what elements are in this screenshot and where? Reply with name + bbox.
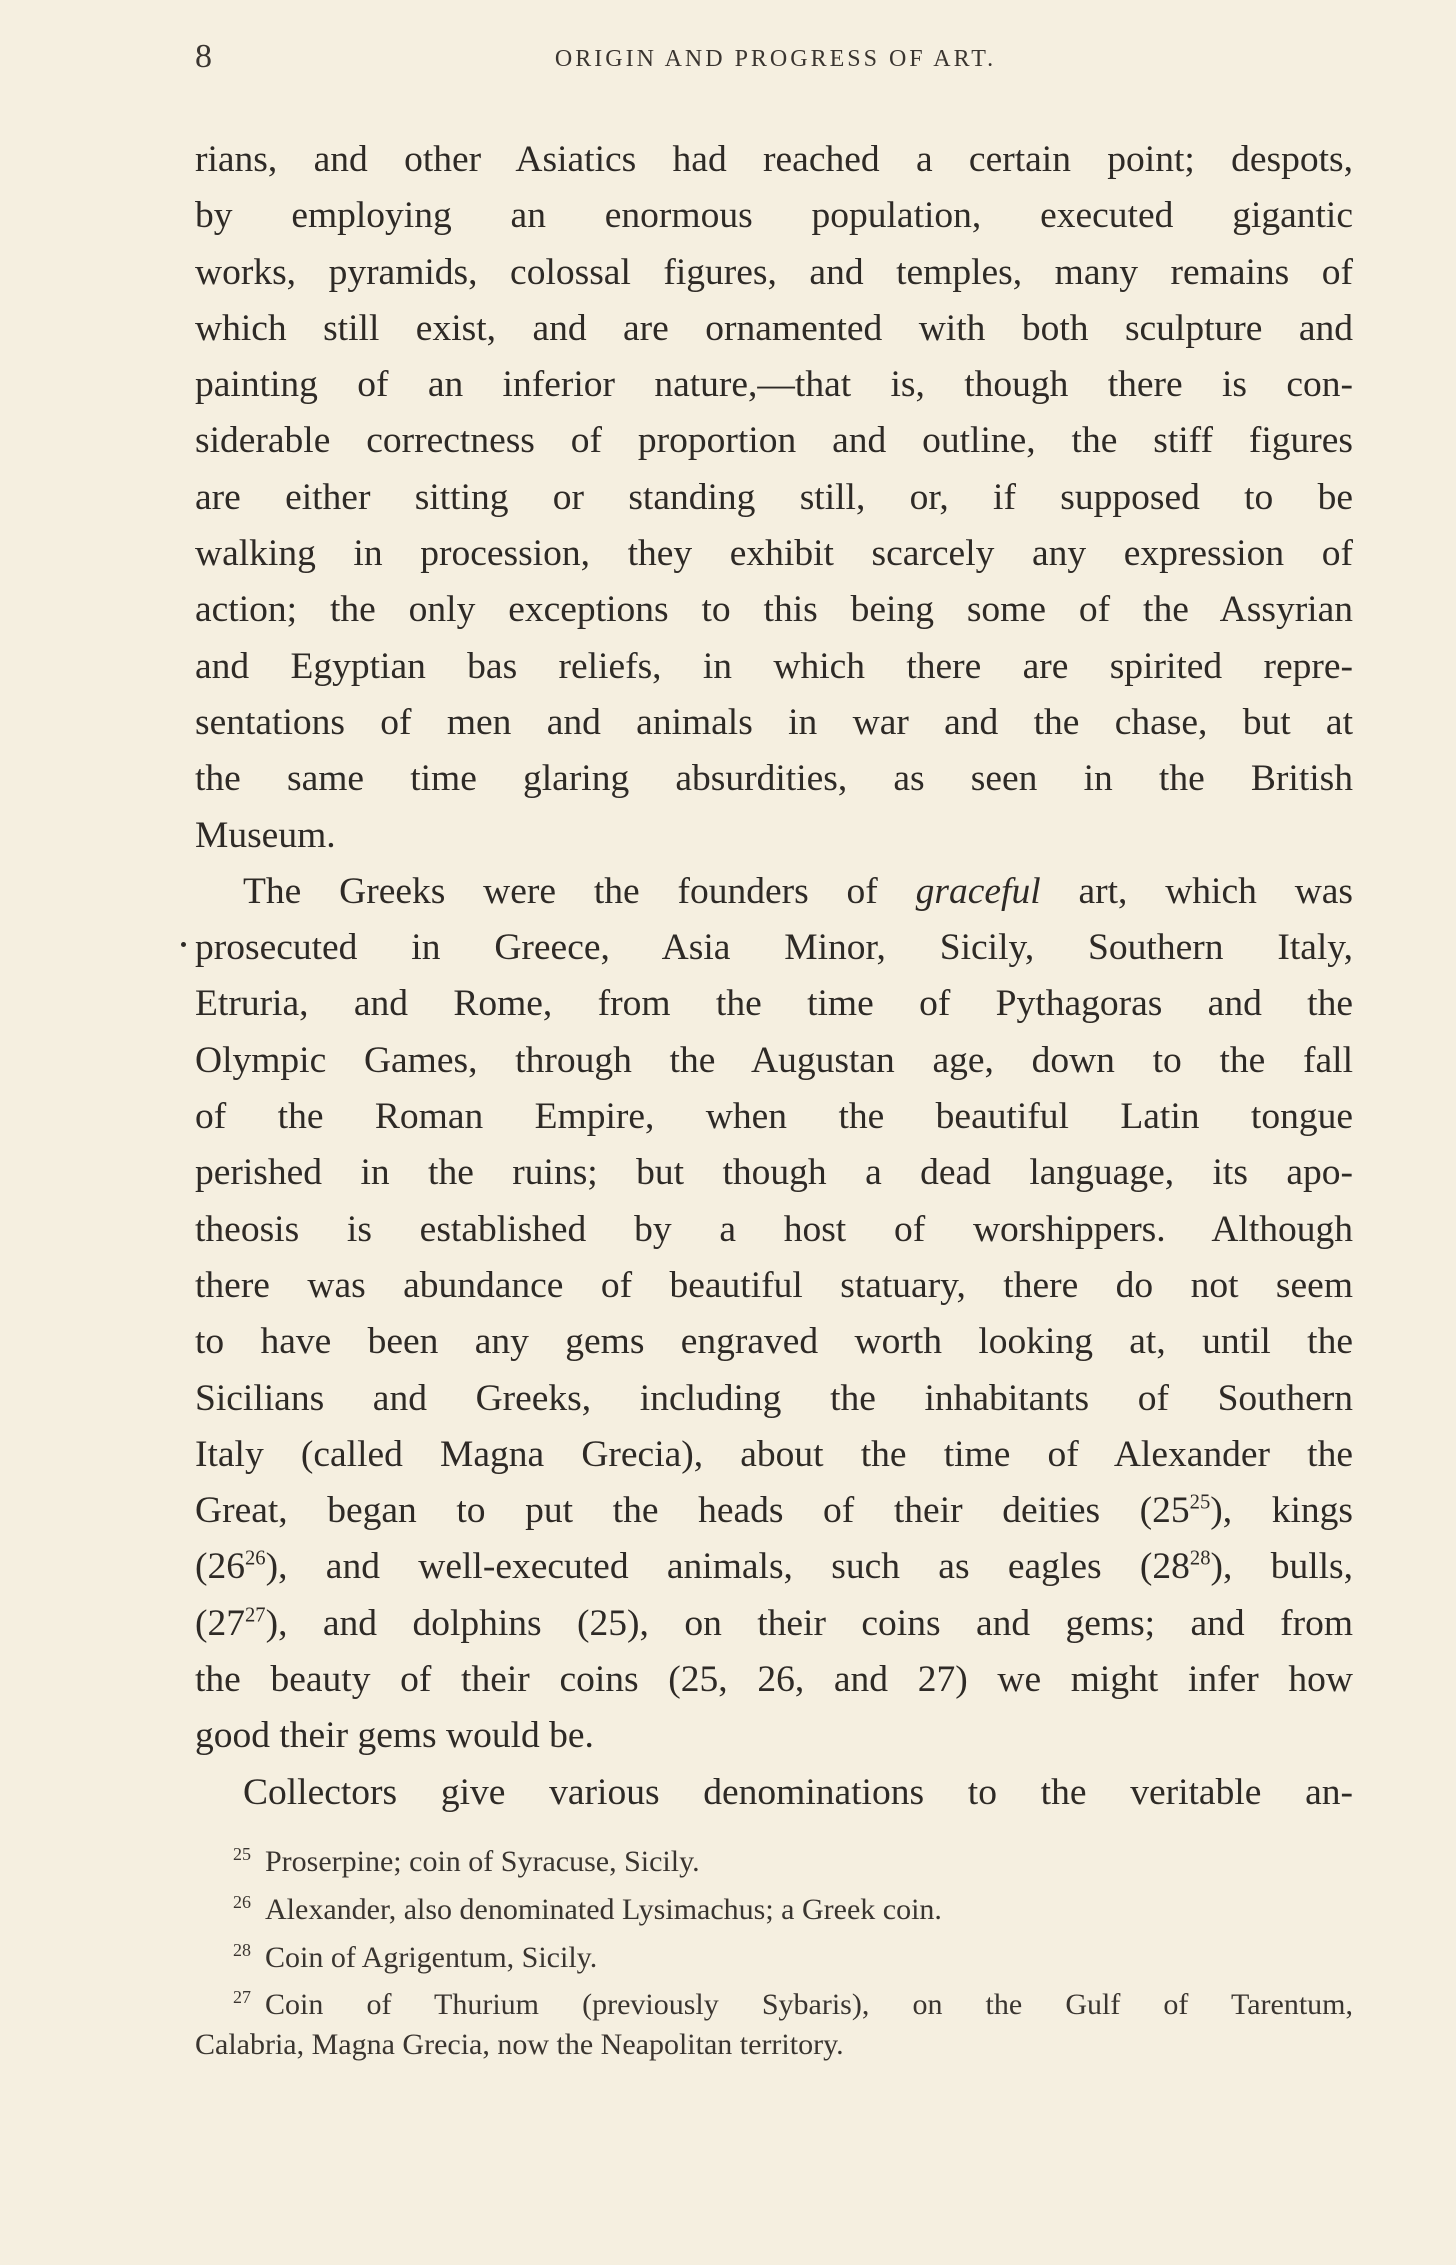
paragraph-start	[195, 864, 1353, 920]
footnote	[195, 1930, 1353, 1978]
text-line: and Egyptian bas reliefs, in which there are spirited repre-	[195, 645, 1353, 687]
text-run: ), and dolphins (25), on their coins and gems; and from	[265, 1602, 1353, 1644]
footnote-number: 27	[233, 1987, 251, 2008]
text-line: Etruria, and Rome, from the time of Pythagoras and the	[195, 983, 1353, 1025]
text-line: which still exist, and are ornamented with both sculpture and	[195, 307, 1353, 349]
running-head: ORIGIN AND PROGRESS OF ART.	[554, 46, 997, 72]
text-line	[195, 1483, 1353, 1539]
text-line	[195, 1539, 1353, 1595]
text-line: painting of an inferior nature,—that is, though there is con-	[195, 364, 1353, 406]
footnotes	[195, 1834, 1353, 2065]
footnote-text: Coin of Thurium (previously Sybaris), on the Gulf of Tarentum,	[265, 1988, 1353, 2022]
page-header	[195, 38, 1356, 90]
footnote-number: 28	[233, 1939, 251, 1960]
text-line: by employing an enormous population, executed gigantic	[195, 195, 1353, 237]
text-run: ), kings	[1210, 1490, 1354, 1532]
text-run: The Greeks were the founders of	[243, 870, 878, 912]
text-run: (27	[195, 1602, 245, 1644]
footnote-ref: 25	[1189, 1491, 1211, 1514]
margin-mark	[181, 942, 186, 947]
text-run: ), bulls,	[1210, 1546, 1353, 1588]
text-run: ), and well-executed animals, such as eagles (28	[265, 1546, 1190, 1588]
text-line: the beauty of their coins (25, 26, and 27) we might infer how	[195, 1659, 1353, 1701]
text-line: Italy (called Magna Grecia), about the time of Alexander the	[195, 1433, 1353, 1475]
footnote-text: Coin of Agrigentum, Sicily.	[265, 1940, 598, 1974]
footnote	[195, 1977, 1353, 2025]
text-line: the same time glaring absurdities, as seen in the British	[195, 758, 1353, 800]
italic-word: graceful	[915, 870, 1041, 912]
footnote-text: Alexander, also denominated Lysimachus; a Greek coin.	[265, 1892, 942, 1926]
text-run: (26	[195, 1546, 245, 1588]
text-line: there was abundance of beautiful statuary, there do not seem	[195, 1264, 1353, 1306]
body-text	[195, 132, 1353, 1821]
text-line: prosecuted in Greece, Asia Minor, Sicily, Southern Italy,	[195, 927, 1353, 969]
footnote-ref: 28	[1189, 1547, 1211, 1570]
text-line: to have been any gems engraved worth looking at, until the	[195, 1321, 1353, 1363]
footnote	[195, 1882, 1353, 1930]
page-number: 8	[195, 38, 212, 75]
footnote-continuation: Calabria, Magna Grecia, now the Neapolitan territory.	[195, 2028, 844, 2062]
text-line: Sicilians and Greeks, including the inhabitants of Southern	[195, 1377, 1353, 1419]
text-line: Olympic Games, through the Augustan age, down to the fall	[195, 1039, 1353, 1081]
text-run: Great, began to put the heads of their deities (25	[195, 1490, 1190, 1532]
footnote-number: 25	[233, 1844, 251, 1864]
footnote-ref: 26	[245, 1547, 266, 1570]
text-line: siderable correctness of proportion and outline, the stiff figures	[195, 420, 1353, 462]
text-line: walking in procession, they exhibit scarcely any expression of	[195, 533, 1353, 575]
text-line: of the Roman Empire, when the beautiful Latin tongue	[195, 1096, 1353, 1138]
text-run: art, which was	[1078, 870, 1354, 912]
text-line: sentations of men and animals in war and the chase, but at	[195, 701, 1353, 743]
footnote-text: Proserpine; coin of Syracuse, Sicily.	[265, 1844, 700, 1878]
text-line: good their gems would be.	[195, 1715, 594, 1757]
footnote-ref: 27	[245, 1604, 266, 1627]
text-line: perished in the ruins; but though a dead language, its apo-	[195, 1152, 1353, 1194]
text-line: are either sitting or standing still, or, if supposed to be	[195, 476, 1353, 518]
paragraph-start: Collectors give various denominations to the veritable an-	[243, 1771, 1353, 1813]
text-line	[195, 1596, 1353, 1652]
footnote	[195, 1834, 1353, 1882]
footnote-number: 26	[233, 1891, 251, 1912]
text-line: Museum.	[195, 814, 336, 856]
text-line: rians, and other Asiatics had reached a certain point; despots,	[195, 139, 1353, 180]
text-line: works, pyramids, colossal figures, and temples, many remains of	[195, 251, 1353, 293]
text-line: action; the only exceptions to this being some of the Assyrian	[195, 589, 1353, 631]
text-line: theosis is established by a host of worshippers. Although	[195, 1208, 1353, 1250]
